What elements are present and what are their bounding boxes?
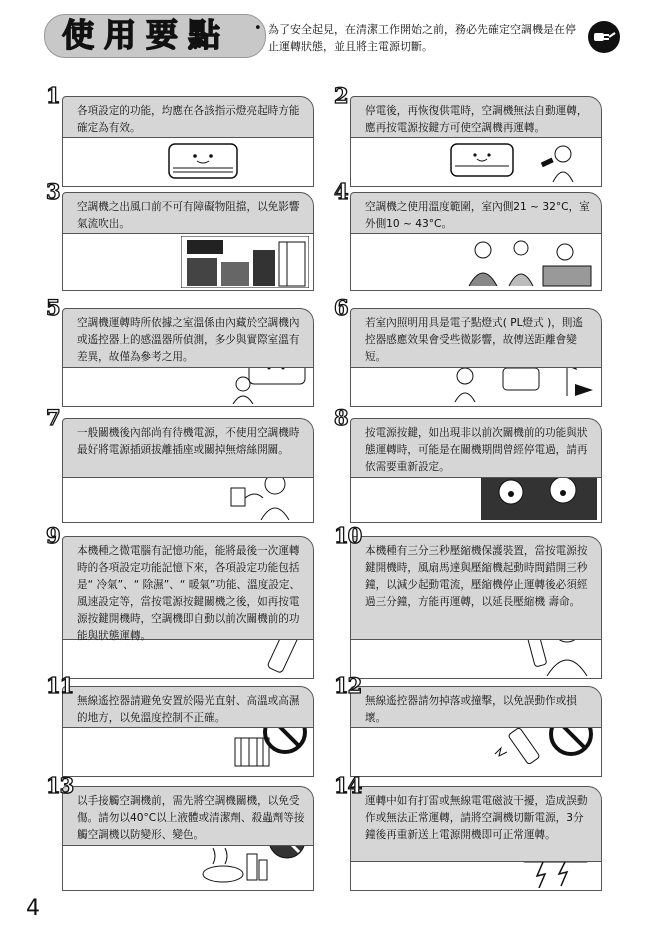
tip-number: 5 (46, 295, 60, 320)
tip-text: 以手接觸空調機前，需先將空調機關機，以免受傷。請勿以40°C以上液體或清潔劑、殺蟲劑等接觸空調機以防變形、變色。 (62, 786, 314, 846)
tip-number: 8 (334, 405, 348, 430)
tip-number: 7 (46, 405, 60, 430)
tip-number: 10 (334, 523, 362, 548)
tip-card-6 (334, 295, 602, 407)
tip-card-4 (334, 179, 602, 291)
tip-number: 1 (46, 83, 60, 108)
tip-text: 停電後，再恢復供電時，空調機無法自動運轉，應再按電源按鍵方可使空調機再運轉。 (350, 96, 602, 138)
tip-card-12 (334, 673, 602, 777)
tip-number: 3 (46, 179, 60, 204)
tip-card-13 (46, 773, 314, 891)
tip-text: 空調機運轉時所依據之室溫係由內藏於空調機內或遙控器上的感溫器所偵測，多少與實際室溫有差異，故僅為參考之用。 (62, 308, 314, 368)
tip-illustration (62, 728, 314, 777)
tip-card-10 (334, 523, 602, 679)
tip-illustration (350, 728, 602, 777)
tip-number: 9 (46, 523, 60, 548)
tip-text: 若室內照明用具是電子點燈式( PL燈式 )，則遙控器感應效果會受些微影響，故傳送距離會變短。 (350, 308, 602, 368)
tip-illustration (62, 640, 314, 679)
tip-illustration (350, 138, 602, 187)
tip-card-8 (334, 405, 602, 523)
tip-illustration (62, 846, 314, 891)
tip-text: 各項設定的功能，均應在各該指示燈亮起時方能確定為有效。 (62, 96, 314, 138)
tip-card-9 (46, 523, 314, 679)
tip-card-1 (46, 83, 314, 187)
power-plug-icon (587, 20, 621, 54)
tip-illustration (350, 862, 602, 891)
tip-card-7 (46, 405, 314, 523)
tip-card-11 (46, 673, 314, 777)
air-conditioner-face-icon (163, 142, 243, 182)
tip-number: 13 (46, 773, 74, 798)
tip-text: 本機種有三分三秒壓縮機保護裝置，當按電源按鍵開機時，風扇馬達與壓縮機起動時間錯開三秒鐘，以減少起動電流，壓縮機停止運轉後必須經過三分鐘，方能再運轉，以延長壓縮機 壽命。 (350, 536, 602, 640)
tip-card-3 (46, 179, 314, 291)
tip-illustration (62, 368, 314, 407)
tip-card-14 (334, 773, 602, 891)
tip-text: 無線遙控器請避免安置於陽光直射、高溫或高濕的地方，以免溫度控制不正確。 (62, 686, 314, 728)
tip-text: 運轉中如有打雷或無線電電磁波干擾，造成誤動作或無法正常運轉，請將空調機切斷電源，3分鐘後再重新送上電源開機即可正常運轉。 (350, 786, 602, 862)
page-number: 4 (26, 896, 40, 921)
tip-illustration (350, 640, 602, 679)
tip-illustration (350, 478, 602, 523)
tip-text: 空調機之出風口前不可有障礙物阻擋，以免影響氣流吹出。 (62, 192, 314, 234)
tip-text: 本機種之微電腦有記憶功能，能將最後一次運轉時的各項設定功能記憶下來，各項設定功能包括是“ 冷氣”、“ 除濕”、“ 暖氣”功能、溫度設定、風速設定等，當按電源按鍵關機之後，如再按電源按鍵開機時，空調機即自動以前次關機前的功能與狀態運轉。 (62, 536, 314, 640)
tip-number: 2 (334, 83, 348, 108)
tip-text: 空調機之使用溫度範圍，室內側21 ~ 32°C，室外側10 ~ 43°C。 (350, 192, 602, 234)
header-bullet: • (254, 21, 262, 36)
tip-card-2 (334, 83, 602, 187)
safety-note: 為了安全起見，在清潔工作開始之前，務必先確定空調機是在停止運轉狀態，並且將主電源切斷。 (268, 23, 576, 53)
tip-illustration (350, 368, 602, 407)
person-with-remote-icon (441, 142, 591, 184)
tip-number: 4 (334, 179, 348, 204)
people-sitting-icon (461, 236, 597, 288)
tip-illustration (62, 138, 314, 187)
tip-number: 14 (334, 773, 362, 798)
tip-number: 6 (334, 295, 348, 320)
tip-text: 按電源按鍵，如出現非以前次關機前的功能與狀態運轉時，可能是在關機期間曾經停電過，請再依需要重新設定。 (350, 418, 602, 478)
tip-illustration (62, 478, 314, 523)
tip-number: 12 (334, 673, 362, 698)
tip-text: 一般關機後內部尚有待機電源，不使用空調機時最好將電源插頭拔離插座或關掉無熔絲開關。 (62, 418, 314, 478)
tip-number: 11 (46, 673, 74, 698)
tip-illustration (62, 234, 314, 291)
tip-card-5 (46, 295, 314, 407)
tip-text: 無線遙控器請勿掉落或撞擊，以免誤動作或損壞。 (350, 686, 602, 728)
tip-illustration (350, 234, 602, 291)
page-title: 使用要點 (62, 16, 231, 54)
cluttered-room-icon (181, 236, 309, 288)
